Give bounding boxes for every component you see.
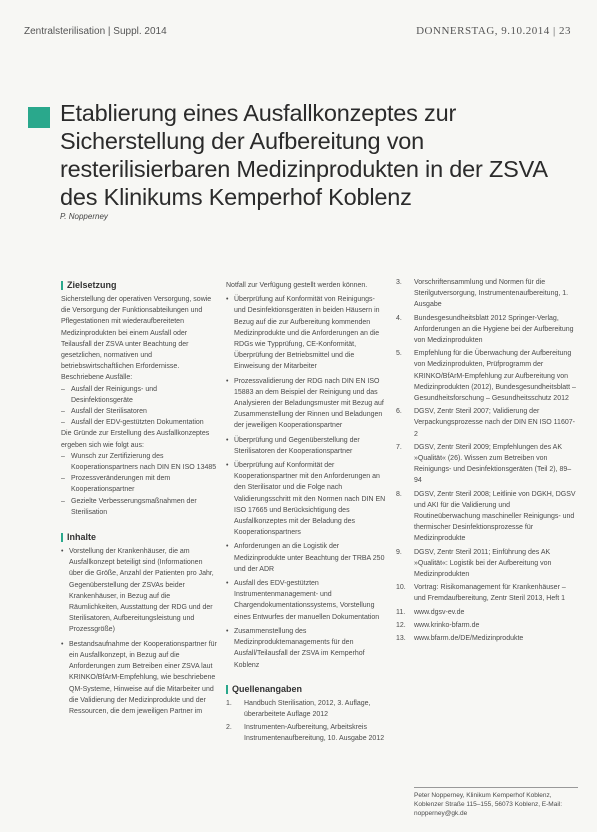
list-item: • Anforderungen an die Logistik der Medizinprodukte unter Beachtung der TRBA 250 und der ADR <box>226 541 388 575</box>
reference-list <box>226 698 388 745</box>
reference-item <box>396 489 576 545</box>
list-item: – Ausfall der EDV-gestützten Dokumentation <box>61 417 217 428</box>
reference-number: 5. <box>396 350 402 358</box>
paragraph: Die Gründe zur Erstellung des Ausfallkonzeptes ergeben sich wie folgt aus: <box>61 430 210 449</box>
reference-item <box>226 698 388 720</box>
reference-item <box>396 313 576 347</box>
list-item: – Prozessveränderungen mit dem Kooperationspartner <box>61 473 217 495</box>
list-item: • Überprüfung und Gegenüberstellung der Sterilisatoren der Kooperationspartner <box>226 435 388 457</box>
failure-list <box>61 384 217 429</box>
reference-number: 11. <box>396 608 406 616</box>
paragraph: Notfall zur Verfügung gestellt werden können. <box>226 282 368 289</box>
section-marker <box>61 533 63 542</box>
reference-item <box>396 348 576 404</box>
list-item: • Prozessvalidierung der RDG nach DIN EN ISO 15883 an dem Beispiel der Reinigung und das Analysieren der Beladungsmuster mit Bezug auf Zusammenstellung der Rinnen und Beladungen der jeweiligen Kooperationspartner <box>226 376 388 432</box>
paragraph: Sicherstellung der operativen Versorgung, sowie die Versorgung der Funktionsabteilungen und Pflegestationen mit wiederaufbereiteten Medizinprodukten bei einem Ausfall oder Teilausfall der ZSVA unter Beachtung der gesetzlichen, normativen und betriebswirtschaftlichen Erfordernisse. <box>61 296 212 371</box>
column-1 <box>61 280 217 720</box>
journal-name: Zentralsterilisation | Suppl. 2014 <box>24 26 167 37</box>
section-heading-quellenangaben <box>226 684 388 695</box>
reference-item <box>396 442 576 487</box>
list-item: • Überprüfung auf Konformität der Kooperationspartner mit den Anforderungen an den Sterilisator und die Folge nach Validierungsschritt mit den Normen nach DIN EN ISO 17665 und Berücksichtigung des Ausfallkonzeptes mit der Beladung des Kooperationspartners <box>226 460 388 538</box>
reference-text: Handbuch Sterilisation, 2012, 3. Auflage, überarbeitete Auflage 2012 <box>244 699 371 718</box>
reference-item <box>396 582 576 604</box>
contents-list <box>61 546 217 717</box>
reference-item <box>396 633 576 644</box>
reference-list-continued <box>396 277 576 644</box>
article-title: Etablierung eines Ausfallkonzeptes zur Sicherstellung der Aufbereitung von resterilisierbaren Medizinprodukten in der ZSVA des Klinikums Kemperhof Koblenz <box>60 100 547 210</box>
section-heading-inhalte <box>61 532 217 543</box>
list-item: – Ausfall der Reinigungs- und Desinfektionsgeräte <box>61 384 217 406</box>
list-item: • Überprüfung auf Konformität von Reinigungs- und Desinfektionsgeräten in beiden Häusern in Bezug auf die zur Aufbereitung kommenden Medizinprodukte und die Anforderungen an die RDGs wie Typprüfung, CE-Konformität, Überprüfung der Betriebsmittel und die Einweisung der Mitarbeiter <box>226 294 388 372</box>
reference-text: DGSV, Zentr Steril 2008; Leitlinie von DGKH, DGSV und AKI für die Validierung und Routineüberwachung maschineller Reinigungs- und thermischer Desinfektionsprozesse für Medizinprodukte <box>414 490 576 543</box>
reference-number: 10. <box>396 584 406 592</box>
section-heading-zielsetzung <box>61 280 217 291</box>
reference-text: Bundesgesundheitsblatt 2012 Springer-Verlag, Anforderungen an die Hygiene bei der Aufbereitung von Medizinprodukten <box>414 314 574 345</box>
reference-text: DGSV, Zentr Steril 2009; Empfehlungen des AK »Qualität« (26). Wissen zum Betreiben von Reinigungs- und Desinfektionsgeräten (Teil 2), 89–94 <box>414 443 572 485</box>
reference-number: 9. <box>396 548 402 556</box>
section-marker <box>226 685 228 694</box>
list-item: – Wunsch zur Zertifizierung des Kooperationspartners nach DIN EN ISO 13485 <box>61 451 217 473</box>
column-2 <box>226 280 388 747</box>
reasons-list <box>61 451 217 518</box>
reference-text: www.bfarm.de/DE/Medizinprodukte <box>414 635 524 643</box>
reference-text: Vorschriftensammlung und Normen für die Sterilgutversorgung, Instrumentenaufbereitung, 1. Ausgabe <box>414 279 569 309</box>
reference-text: DGSV, Zentr Steril 2007; Validierung der Verpackungsprozesse nach der DIN EN ISO 11607-2 <box>414 408 575 438</box>
author-address: Peter Nopperney, Klinikum Kemperhof Koblenz, Koblenzer Straße 115–155, 56073 Koblenz, E-Mail: nopperney@gk.de <box>414 787 578 818</box>
reference-text: Instrumenten-Aufbereitung, Arbeitskreis Instrumentenaufbereitung, 10. Ausgabe 2012 <box>244 724 385 743</box>
reference-number: 7. <box>396 443 402 451</box>
reference-number: 2. <box>226 724 232 732</box>
title-accent-bar <box>28 107 50 128</box>
reference-number: 1. <box>226 699 232 707</box>
reference-item <box>396 277 576 311</box>
list-item: – Gezielte Verbesserungsmaßnahmen der Sterilisation <box>61 496 217 518</box>
reference-number: 13. <box>396 635 406 643</box>
paragraph: Beschriebene Ausfälle: <box>61 374 133 382</box>
reference-item <box>396 547 576 581</box>
author: P. Nopperney <box>60 212 108 221</box>
list-item: • Ausfall des EDV-gestützten Instrumentenmanagement- und Chargendokumentationssystems, Vorstellung eines Entwurfes der manuellen Dokumentation <box>226 578 388 623</box>
reference-number: 6. <box>396 408 402 416</box>
reference-number: 8. <box>396 490 402 498</box>
reference-item <box>396 620 576 631</box>
reference-item <box>396 406 576 440</box>
column-3 <box>396 277 576 646</box>
list-item: – Ausfall der Sterilisatoren <box>61 406 217 417</box>
contents-list-continued <box>226 294 388 671</box>
reference-item <box>226 722 388 744</box>
list-item: • Bestandsaufnahme der Kooperationspartner für ein Ausfallkonzept, in Bezug auf die Anforderungen zum Betreiben einer ZSVA laut KRINKO/BfArM-Empfehlung, wie beschriebene QM-Systeme, Hinweise auf die Mitarbeiter und die Validierung der Medizinprodukte und der Ressourcen, die dem jeweiligen Partner im <box>61 639 217 717</box>
list-item: • Vorstellung der Krankenhäuser, die am Ausfallkonzept beteiligt sind (Informationen über die Größe, Anzahl der Patienten pro Jahr, Gegenüberstellung der ZSVAs beider Krankenhäuser, in Bezug auf die Räumlichkeiten, Ausstattung der RDG und der Sterilisatoren, Aufbereitungsleistung und Prozessgröße) <box>61 546 217 636</box>
reference-text: www.krinko-bfarm.de <box>414 621 480 629</box>
list-item: • Zusammenstellung des Medizinproduktemanagements für den Ausfall/Teilausfall der ZSVA im Kemperhof Koblenz <box>226 626 388 671</box>
reference-item <box>396 607 576 618</box>
section-heading-text: Quellenangaben <box>232 683 303 694</box>
reference-number: 4. <box>396 314 402 322</box>
section-marker <box>61 281 63 290</box>
section-heading-text: Zielsetzung <box>67 280 117 290</box>
reference-number: 12. <box>396 621 406 629</box>
reference-text: Vortrag: Risikomanagement für Krankenhäuser – und Fremdaufbereitung, Zentr Steril 2013, Heft 1 <box>414 584 566 603</box>
reference-text: Empfehlung für die Überwachung der Aufbereitung von Medizinprodukten, Prüfprogramm der KRINKO/BfArM-Empfehlung zur Aufbereitung von Medizinprodukten (2012), Bundesgesundheitsblatt – Gesundheitsforschung – Gesundheitsschutz 2012 <box>414 350 576 403</box>
page-date-number: DONNERSTAG, 9.10.2014 | 23 <box>416 25 571 37</box>
reference-text: www.dgsv-ev.de <box>414 608 465 616</box>
section-heading-text: Inhalte <box>67 532 97 543</box>
reference-number: 3. <box>396 279 402 286</box>
reference-text: DGSV, Zentr Steril 2011; Einführung des AK »Qualität«: Logistik bei der Aufbereitung von Medizinprodukten <box>414 548 552 579</box>
